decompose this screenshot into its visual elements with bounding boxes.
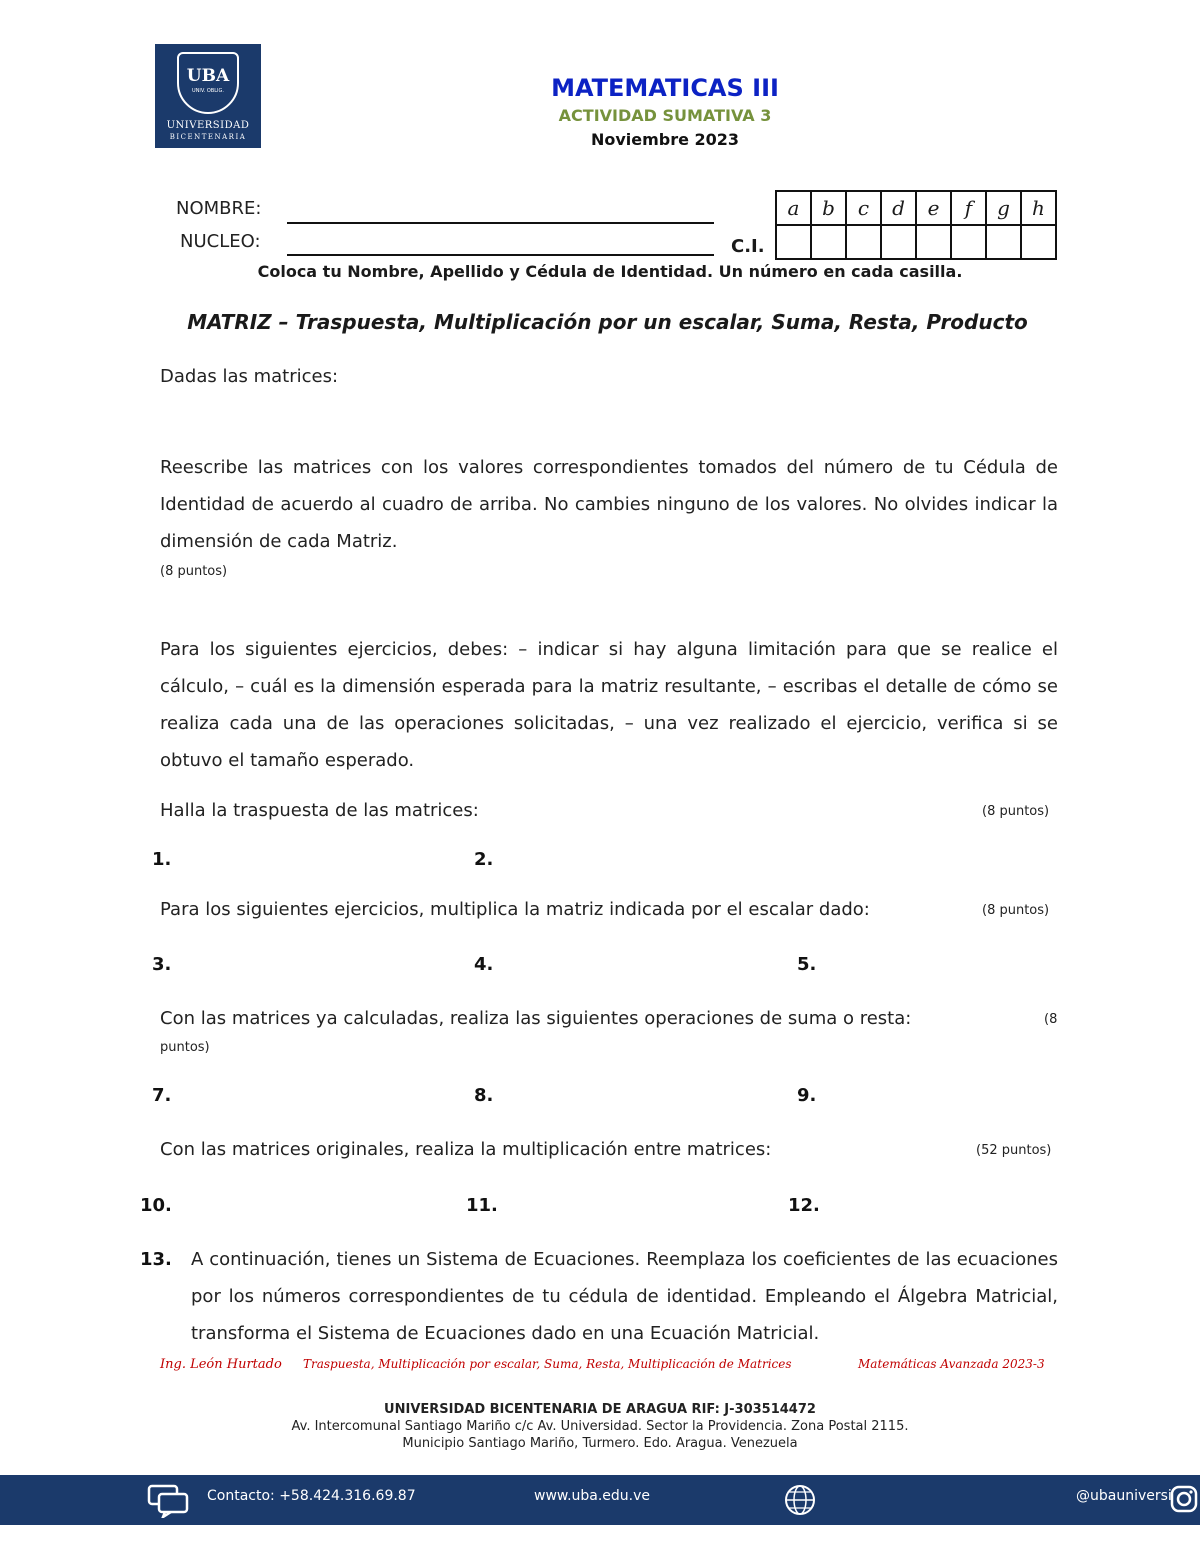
- exercise-number: 9.: [797, 1085, 817, 1106]
- transpose-points: (8 puntos): [982, 804, 1050, 819]
- ci-digit-cell[interactable]: [881, 225, 916, 259]
- ci-letter: c: [846, 191, 881, 225]
- contact-bar: [0, 1475, 1200, 1525]
- ci-digit-cell[interactable]: [1021, 225, 1056, 259]
- ci-label: C.I.: [731, 236, 765, 257]
- university-logo: [155, 44, 261, 148]
- ci-grid: [775, 190, 1057, 260]
- exercise-number: 11.: [466, 1195, 498, 1216]
- footer-topic: Traspuesta, Multiplicación por escalar, Suma, Resta, Multiplicación de Matrices: [303, 1357, 792, 1371]
- page-subtitle: ACTIVIDAD SUMATIVA 3: [558, 106, 772, 125]
- ci-letter: e: [916, 191, 951, 225]
- ci-letter: a: [776, 191, 811, 225]
- ci-letter: f: [951, 191, 986, 225]
- system-text: A continuación, tienes un Sistema de Ecuaciones. Reemplaza los coeficientes de las ecuaciones por los números correspondientes de tu cédula de identidad. Empleando el Álgebra Matricial, transforma el Sistema de Ecuaciones dado en una Ecuación Matricial.: [191, 1249, 1058, 1344]
- exercise-number: 8.: [474, 1085, 494, 1106]
- footer-course: Matemáticas Avanzada 2023-3: [858, 1357, 1045, 1371]
- footer-author: Ing. León Hurtado: [160, 1357, 282, 1372]
- ci-digit-cell[interactable]: [986, 225, 1021, 259]
- intro-text: Dadas las matrices:: [160, 366, 339, 387]
- exercise-number: 4.: [474, 954, 494, 975]
- logo-acronym: UBA: [186, 66, 230, 86]
- product-points: (52 puntos): [976, 1143, 1052, 1158]
- ci-letter: b: [811, 191, 846, 225]
- instagram-icon: [1168, 1483, 1200, 1515]
- logo-line1: UNIVERSIDAD: [166, 120, 250, 131]
- nucleo-field[interactable]: [287, 254, 714, 256]
- page-title: MATEMATICAS III: [551, 74, 779, 102]
- institution-name: UNIVERSIDAD BICENTENARIA DE ARAGUA RIF: J-303514472: [384, 1402, 816, 1417]
- exercise-number: 13.: [140, 1249, 172, 1270]
- logo-tagline: UNIV. OBLIG.: [192, 88, 224, 94]
- general-instructions: Para los siguientes ejercicios, debes: – indicar si hay alguna limitación para que se realice el cálculo, – cuál es la dimensión esperada para la matriz resultante, – escribas el detalle de cómo se realiza cada una de las operaciones solicitadas, – una vez realizado el ejercicio, verifica si se obtuvo el tamaño esperado.: [160, 639, 1058, 771]
- ci-letter: h: [1021, 191, 1056, 225]
- sum-text: Con las matrices ya calculadas, realiza las siguientes operaciones de suma o resta:: [160, 1008, 912, 1029]
- ci-digit-cell[interactable]: [916, 225, 951, 259]
- scalar-text: Para los siguientes ejercicios, multiplica la matriz indicada por el escalar dado:: [160, 899, 870, 920]
- form-instruction: Coloca tu Nombre, Apellido y Cédula de Identidad. Un número en cada casilla.: [257, 262, 963, 281]
- exercise-number: 1.: [152, 849, 172, 870]
- product-text: Con las matrices originales, realiza la multiplicación entre matrices:: [160, 1139, 772, 1160]
- ci-digit-cell[interactable]: [951, 225, 986, 259]
- ci-letter: g: [986, 191, 1021, 225]
- contact-phone[interactable]: Contacto: +58.424.316.69.87: [207, 1488, 416, 1504]
- social-handle[interactable]: @ubauniversi: [1076, 1488, 1172, 1504]
- transpose-text: Halla la traspuesta de las matrices:: [160, 800, 479, 821]
- website-link[interactable]: www.uba.edu.ve: [534, 1488, 651, 1504]
- institution-address-1: Av. Intercomunal Santiago Mariño c/c Av. Universidad. Sector la Providencia. Zona Postal 2115.: [291, 1419, 909, 1434]
- sum-points: (8: [1044, 1012, 1058, 1027]
- rewrite-points: (8 puntos): [160, 564, 228, 579]
- sum-points-cont: puntos): [160, 1040, 210, 1055]
- chat-icon: [147, 1484, 189, 1518]
- institution-address-2: Municipio Santiago Mariño, Turmero. Edo. Aragua. Venezuela: [402, 1436, 798, 1451]
- exercise-number: 7.: [152, 1085, 172, 1106]
- exercise-number: 10.: [140, 1195, 172, 1216]
- exercise-number: 2.: [474, 849, 494, 870]
- globe-icon: [783, 1483, 817, 1517]
- ci-digit-cell[interactable]: [776, 225, 811, 259]
- logo-line2: BICENTENARIA: [169, 133, 247, 141]
- ci-digit-cell[interactable]: [811, 225, 846, 259]
- exercise-number: 3.: [152, 954, 172, 975]
- exercise-number: 5.: [797, 954, 817, 975]
- name-label: NOMBRE:: [176, 198, 262, 219]
- rewrite-text: Reescribe las matrices con los valores correspondientes tomados del número de tu Cédula de Identidad de acuerdo al cuadro de arriba. No cambies ninguno de los valores. No olvides indicar la dimensión de cada Matriz.: [160, 457, 1058, 552]
- scalar-points: (8 puntos): [982, 903, 1050, 918]
- name-field[interactable]: [287, 222, 714, 224]
- exercise-number: 12.: [788, 1195, 820, 1216]
- ci-digit-cell[interactable]: [846, 225, 881, 259]
- page-date: Noviembre 2023: [590, 130, 740, 149]
- shield-icon: [177, 52, 239, 114]
- ci-letter: d: [881, 191, 916, 225]
- section-title: MATRIZ – Traspuesta, Multiplicación por un escalar, Suma, Resta, Producto: [187, 310, 1028, 334]
- nucleo-label: NUCLEO:: [180, 231, 261, 252]
